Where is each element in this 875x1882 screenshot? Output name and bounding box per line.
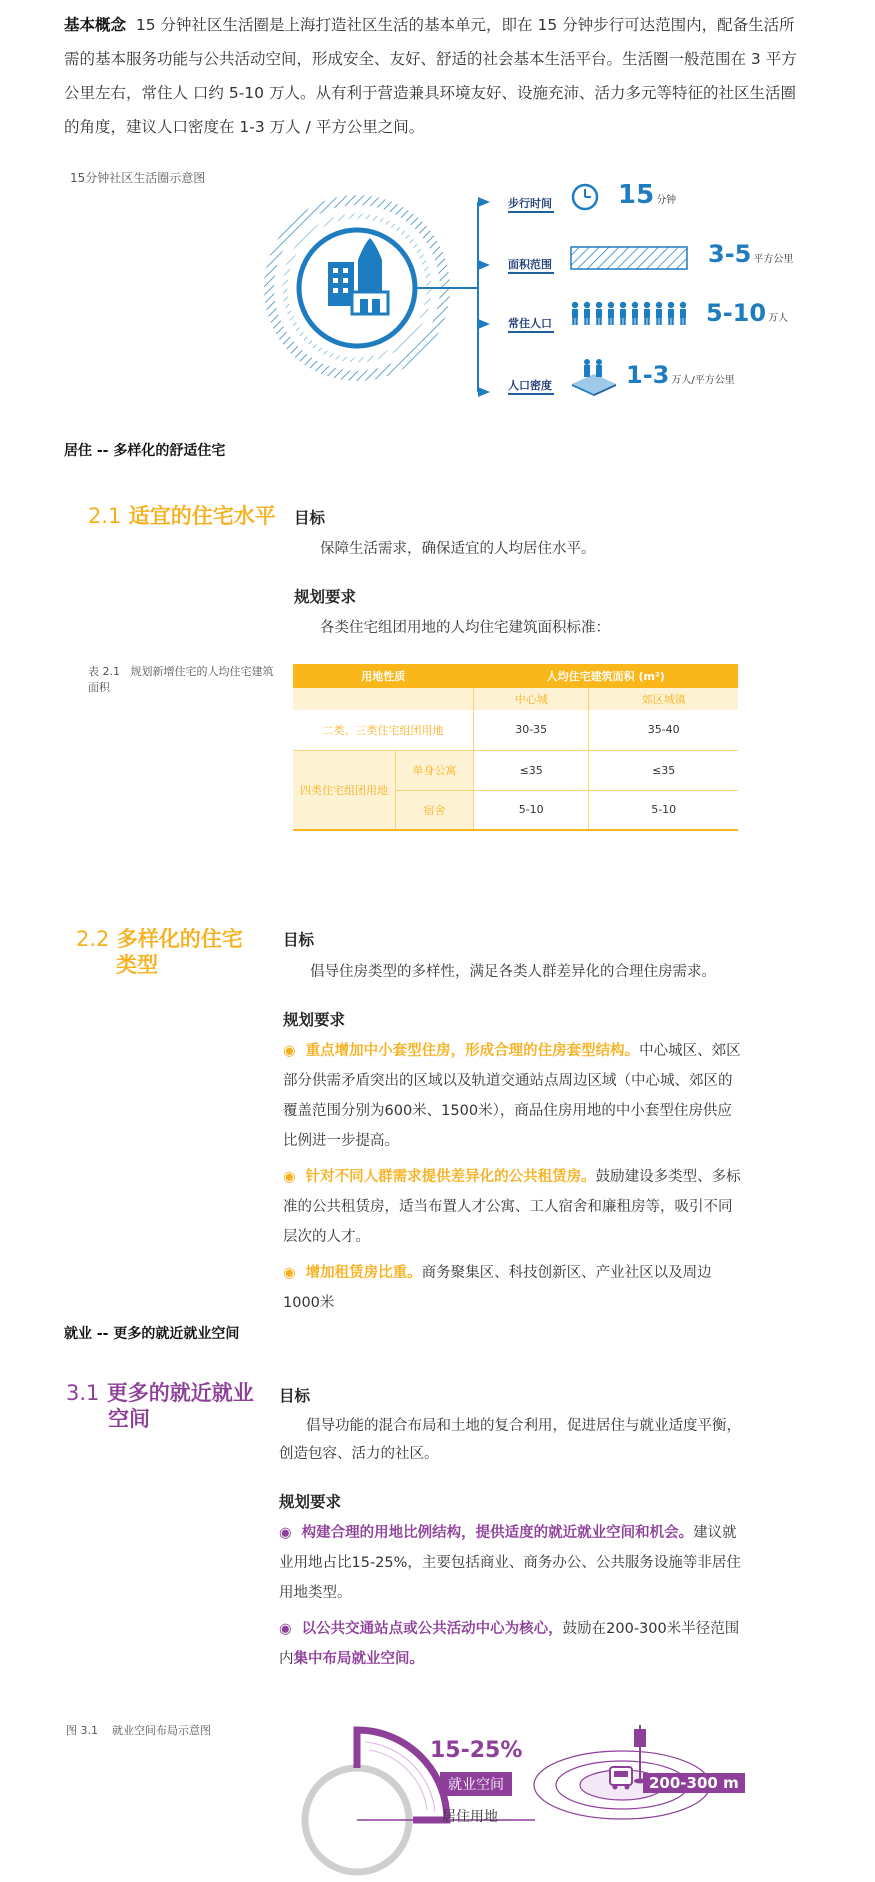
radius-label: 200-300 m (643, 1773, 745, 1793)
area-value: 3-5 平方公里 (708, 240, 794, 268)
table-header-left: 用地性质 (361, 670, 406, 683)
diagram-row-density (508, 374, 554, 393)
list-item: ◉ 重点增加中小套型住房，形成合理的住房套型结构。中心城区、郊区部分供需矛盾突出的区域以及轨道交通站点周边区域（中心城、郊区的覆盖范围分别为600米、1500米），商品住房用地的中小套型住房供应比例进一步提高。 (283, 1043, 741, 1149)
housing-section-title: 居住 -- 多样化的舒适住宅 (64, 443, 226, 459)
goal-label-2-2: 目标 (283, 931, 315, 949)
bullet-list-3-1 (279, 1518, 747, 1674)
table-col-city: 中心城 (474, 688, 589, 710)
area-label: 面积范围 (508, 258, 554, 274)
table-row: 宿舍 5-10 5-10 (293, 790, 738, 830)
figure-caption: 图 3.1 就业空间布局示意图 (66, 1724, 211, 1737)
req-text-2-1: 各类住宅组团用地的人均住宅建筑面积标准： (320, 620, 610, 636)
list-item: ◉ 针对不同人群需求提供差异化的公共租赁房。鼓励建设多类型、多标准的公共租赁房，适当布置人才公寓、工人宿舍和廉租房等，吸引不同层次的人才。 (283, 1169, 741, 1245)
table-row: 二类、三类住宅组团用地 30-35 35-40 (293, 710, 738, 750)
diagram-caption: 15分钟社区生活圈示意图 (70, 171, 206, 185)
bullet-list-2-2 (283, 1036, 746, 1318)
employment-space-label: 就业空间 (440, 1772, 512, 1796)
table-col-suburb: 郊区城镇 (641, 693, 686, 706)
goal-label-3-1: 目标 (279, 1387, 311, 1405)
req-label-2-1: 规划要求 (294, 588, 357, 606)
density-value: 1-3 万人/平方公里 (626, 361, 735, 389)
jobs-section-title: 就业 -- 更多的就近就业空间 (64, 1326, 240, 1342)
table-header-right: 人均住宅建筑面积 (m²) (546, 670, 665, 683)
hatched-area-icon (570, 246, 688, 270)
intro-paragraph (64, 8, 809, 144)
intro-text: 15 分钟社区生活圈是上海打造社区生活的基本单元，即在 15 分钟步行可达范围内，配备生活所需的基本服务功能与公共活动空间，形成安全、友好、舒适的社会基本生活平台。生活圈一般范围在 3 平方公里左右，常住人 口约 5-10 万人。从有利于营造兼具环境友好、设施充沛、活力多元等特征的社区生活圈的角度，建议人口密度在 1-3 万人 / 平方公里之间。 (64, 16, 797, 136)
walk-time-label: 步行时间 (508, 197, 554, 213)
population-value: 5-10 万人 (706, 299, 789, 327)
list-item: ◉ 以公共交通站点或公共活动中心为核心，鼓励在200-300米半径范围内集中布局就业空间。 (279, 1621, 740, 1667)
list-item: ◉ 构建合理的用地比例结构，提供适度的就近就业空间和机会。建议就业用地占比15-25%，主要包括商业、商务办公、公共服务设施等非居住用地类型。 (279, 1525, 741, 1601)
density-icon (570, 356, 618, 396)
residential-land-label: 居住用地 (442, 1809, 498, 1825)
table-caption: 表 2.1 规划新增住宅的人均住宅建筑面积 (88, 665, 274, 694)
people-row-icon (570, 301, 690, 327)
diagram-row-population (508, 312, 554, 331)
diagram-row-area (508, 253, 554, 272)
clock-icon (570, 182, 600, 212)
req-label-2-2: 规划要求 (283, 1011, 346, 1029)
list-item: ◉ 增加租赁房比重。商务聚集区、科技创新区、产业社区以及周边1000米 (283, 1265, 712, 1311)
table-row: 四类住宅组团用地 单身公寓 ≤35 ≤35 (293, 750, 738, 790)
population-label: 常住人口 (508, 317, 554, 333)
heading-3-1: 3.1 更多的就近就业 空间 (66, 1381, 254, 1431)
transit-station-icon (634, 1729, 646, 1747)
goal-text-2-1: 保障生活需求，确保适宜的人均居住水平。 (320, 541, 596, 557)
inner-circle (299, 230, 415, 346)
heading-2-2: 2.2 多样化的住宅 类型 (76, 927, 243, 977)
employment-percent: 15-25% (430, 1738, 523, 1763)
walk-time-value: 15 分钟 (618, 180, 677, 210)
density-label: 人口密度 (508, 379, 554, 395)
goal-text-2-2: 倡导住房类型的多样性，满足各类人群差异化的合理住房需求。 (310, 964, 716, 980)
req-label-3-1: 规划要求 (279, 1493, 342, 1511)
intro-lead: 基本概念 (64, 16, 127, 34)
goal-text-3-1: 倡导功能的混合布局和土地的复合利用，促进居住与就业适度平衡，创造包容、活力的社区。 (279, 1418, 741, 1462)
diagram-row-walk-time (508, 192, 554, 211)
heading-2-1: 2.1 适宜的住宅水平 (88, 504, 276, 528)
housing-area-table (293, 664, 738, 831)
goal-label-2-1: 目标 (294, 509, 326, 527)
